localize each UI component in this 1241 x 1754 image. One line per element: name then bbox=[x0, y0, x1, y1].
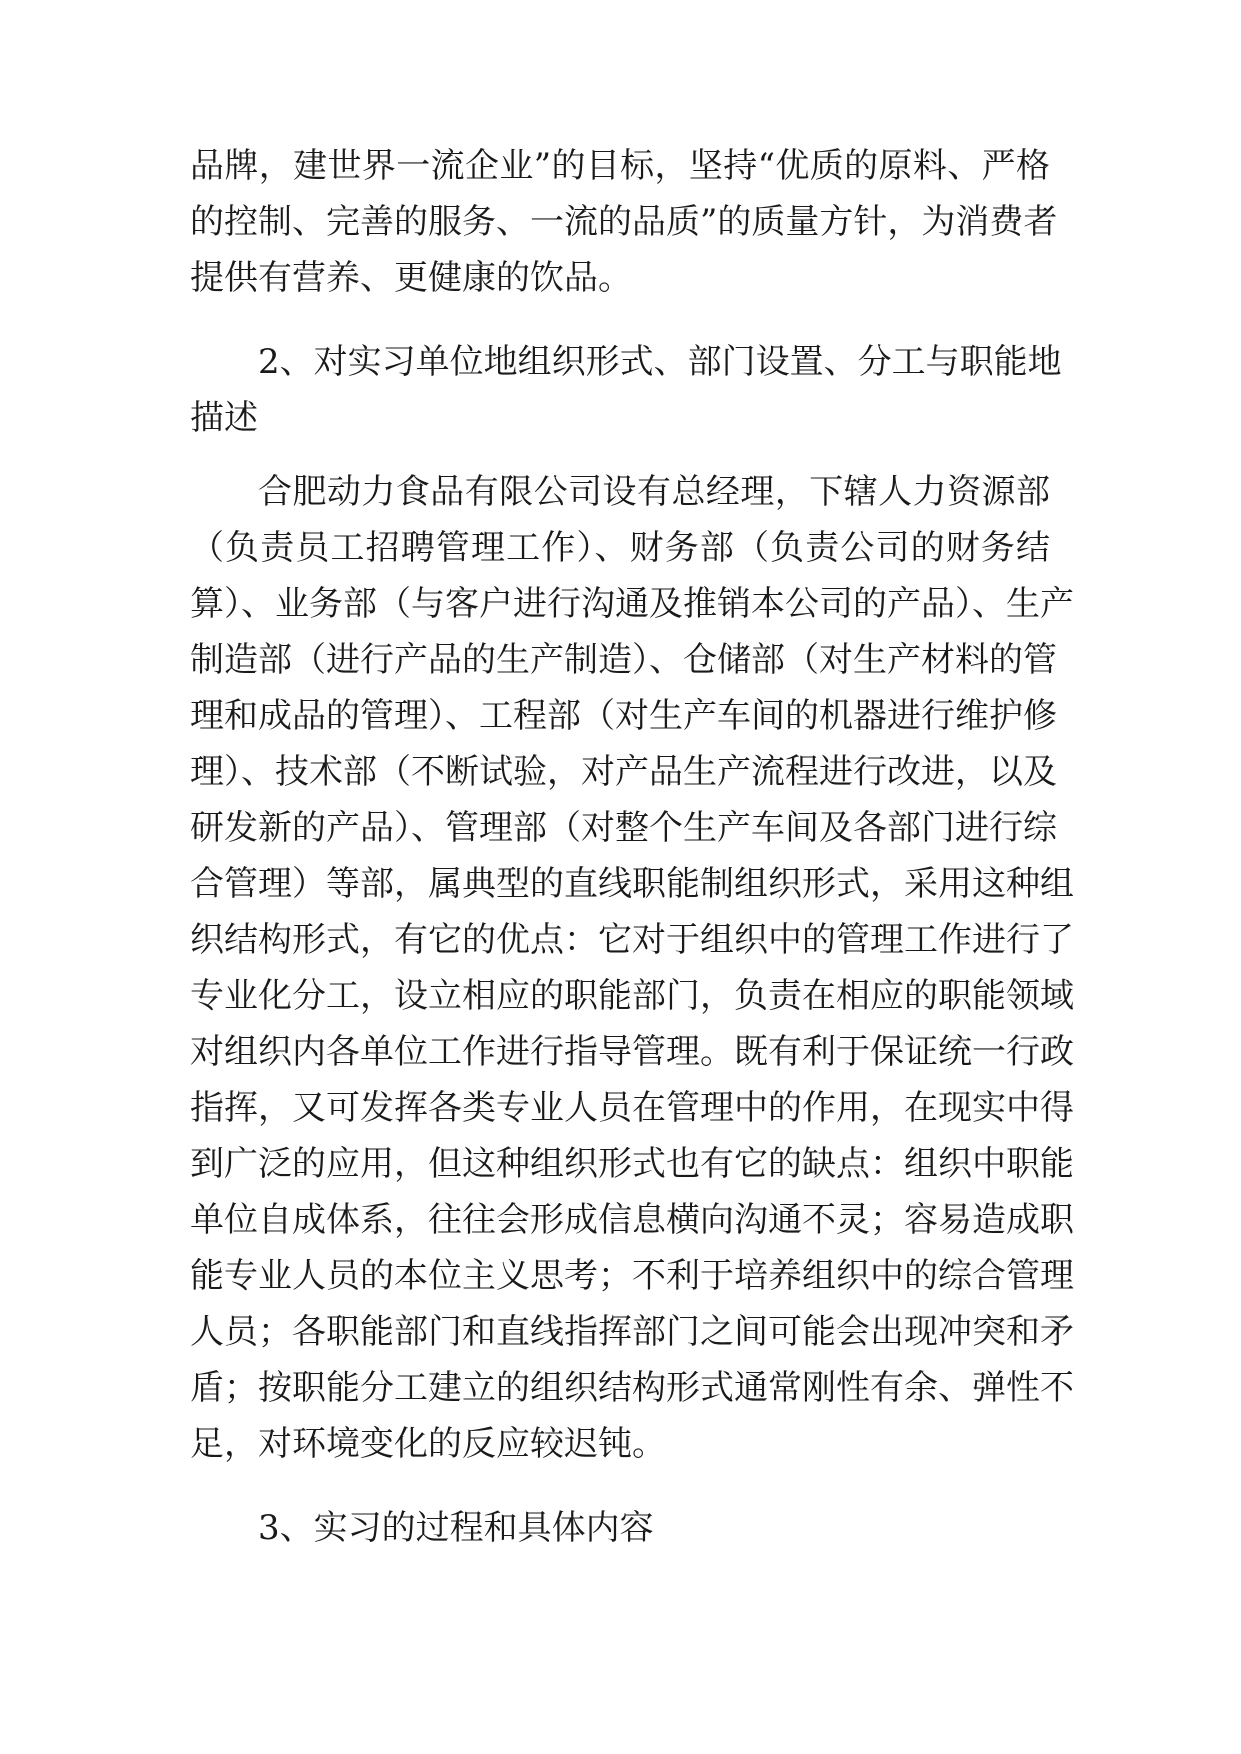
text-line: 到广泛的应用，但这种组织形式也有它的缺点：组织中职能 bbox=[190, 1144, 1074, 1184]
text-line: 提供有营养、更健康的饮品。 bbox=[190, 258, 632, 298]
text-line: 单位自成体系，往往会形成信息横向沟通不灵；容易造成职 bbox=[190, 1200, 1074, 1240]
text-line: 足，对环境变化的反应较迟钝。 bbox=[190, 1424, 666, 1464]
text-line: 合肥动力食品有限公司设有总经理，下辖人力资源部 bbox=[258, 472, 1050, 512]
text-line: （负责员工招聘管理工作）、财务部（负责公司的财务结 bbox=[190, 528, 1050, 568]
text-line: 对组织内各单位工作进行指导管理。既有利于保证统一行政 bbox=[190, 1032, 1074, 1072]
text-line: 理）、技术部（不断试验，对产品生产流程进行改进，以及 bbox=[190, 752, 1057, 792]
text-line: 人员；各职能部门和直线指挥部门之间可能会出现冲突和矛 bbox=[190, 1312, 1074, 1352]
text-line: 品牌，建世界一流企业”的目标，坚持“优质的原料、严格 bbox=[190, 146, 1050, 186]
text-line: 能专业人员的本位主义思考；不利于培养组织中的综合管理 bbox=[190, 1256, 1074, 1296]
text-line: 理和成品的管理）、工程部（对生产车间的机器进行维护修 bbox=[190, 696, 1057, 736]
section-heading-continuation: 描述 bbox=[190, 398, 258, 438]
text-line: 专业化分工，设立相应的职能部门，负责在相应的职能领域 bbox=[190, 976, 1074, 1016]
section-heading: 2、对实习单位地组织形式、部门设置、分工与职能地 bbox=[258, 342, 1062, 382]
text-line: 盾；按职能分工建立的组织结构形式通常刚性有余、弹性不 bbox=[190, 1368, 1074, 1408]
text-line: 指挥，又可发挥各类专业人员在管理中的作用，在现实中得 bbox=[190, 1088, 1074, 1128]
text-line: 织结构形式，有它的优点：它对于组织中的管理工作进行了 bbox=[190, 920, 1074, 960]
section-heading: 3、实习的过程和具体内容 bbox=[258, 1508, 654, 1548]
text-line: 研发新的产品）、管理部（对整个生产车间及各部门进行综 bbox=[190, 808, 1057, 848]
text-line: 的控制、完善的服务、一流的品质”的质量方针，为消费者 bbox=[190, 202, 1058, 242]
text-line: 制造部（进行产品的生产制造）、仓储部（对生产材料的管 bbox=[190, 640, 1057, 680]
text-line: 算）、业务部（与客户进行沟通及推销本公司的产品）、生产 bbox=[190, 584, 1074, 624]
text-line: 合管理）等部，属典型的直线职能制组织形式，采用这种组 bbox=[190, 864, 1074, 904]
